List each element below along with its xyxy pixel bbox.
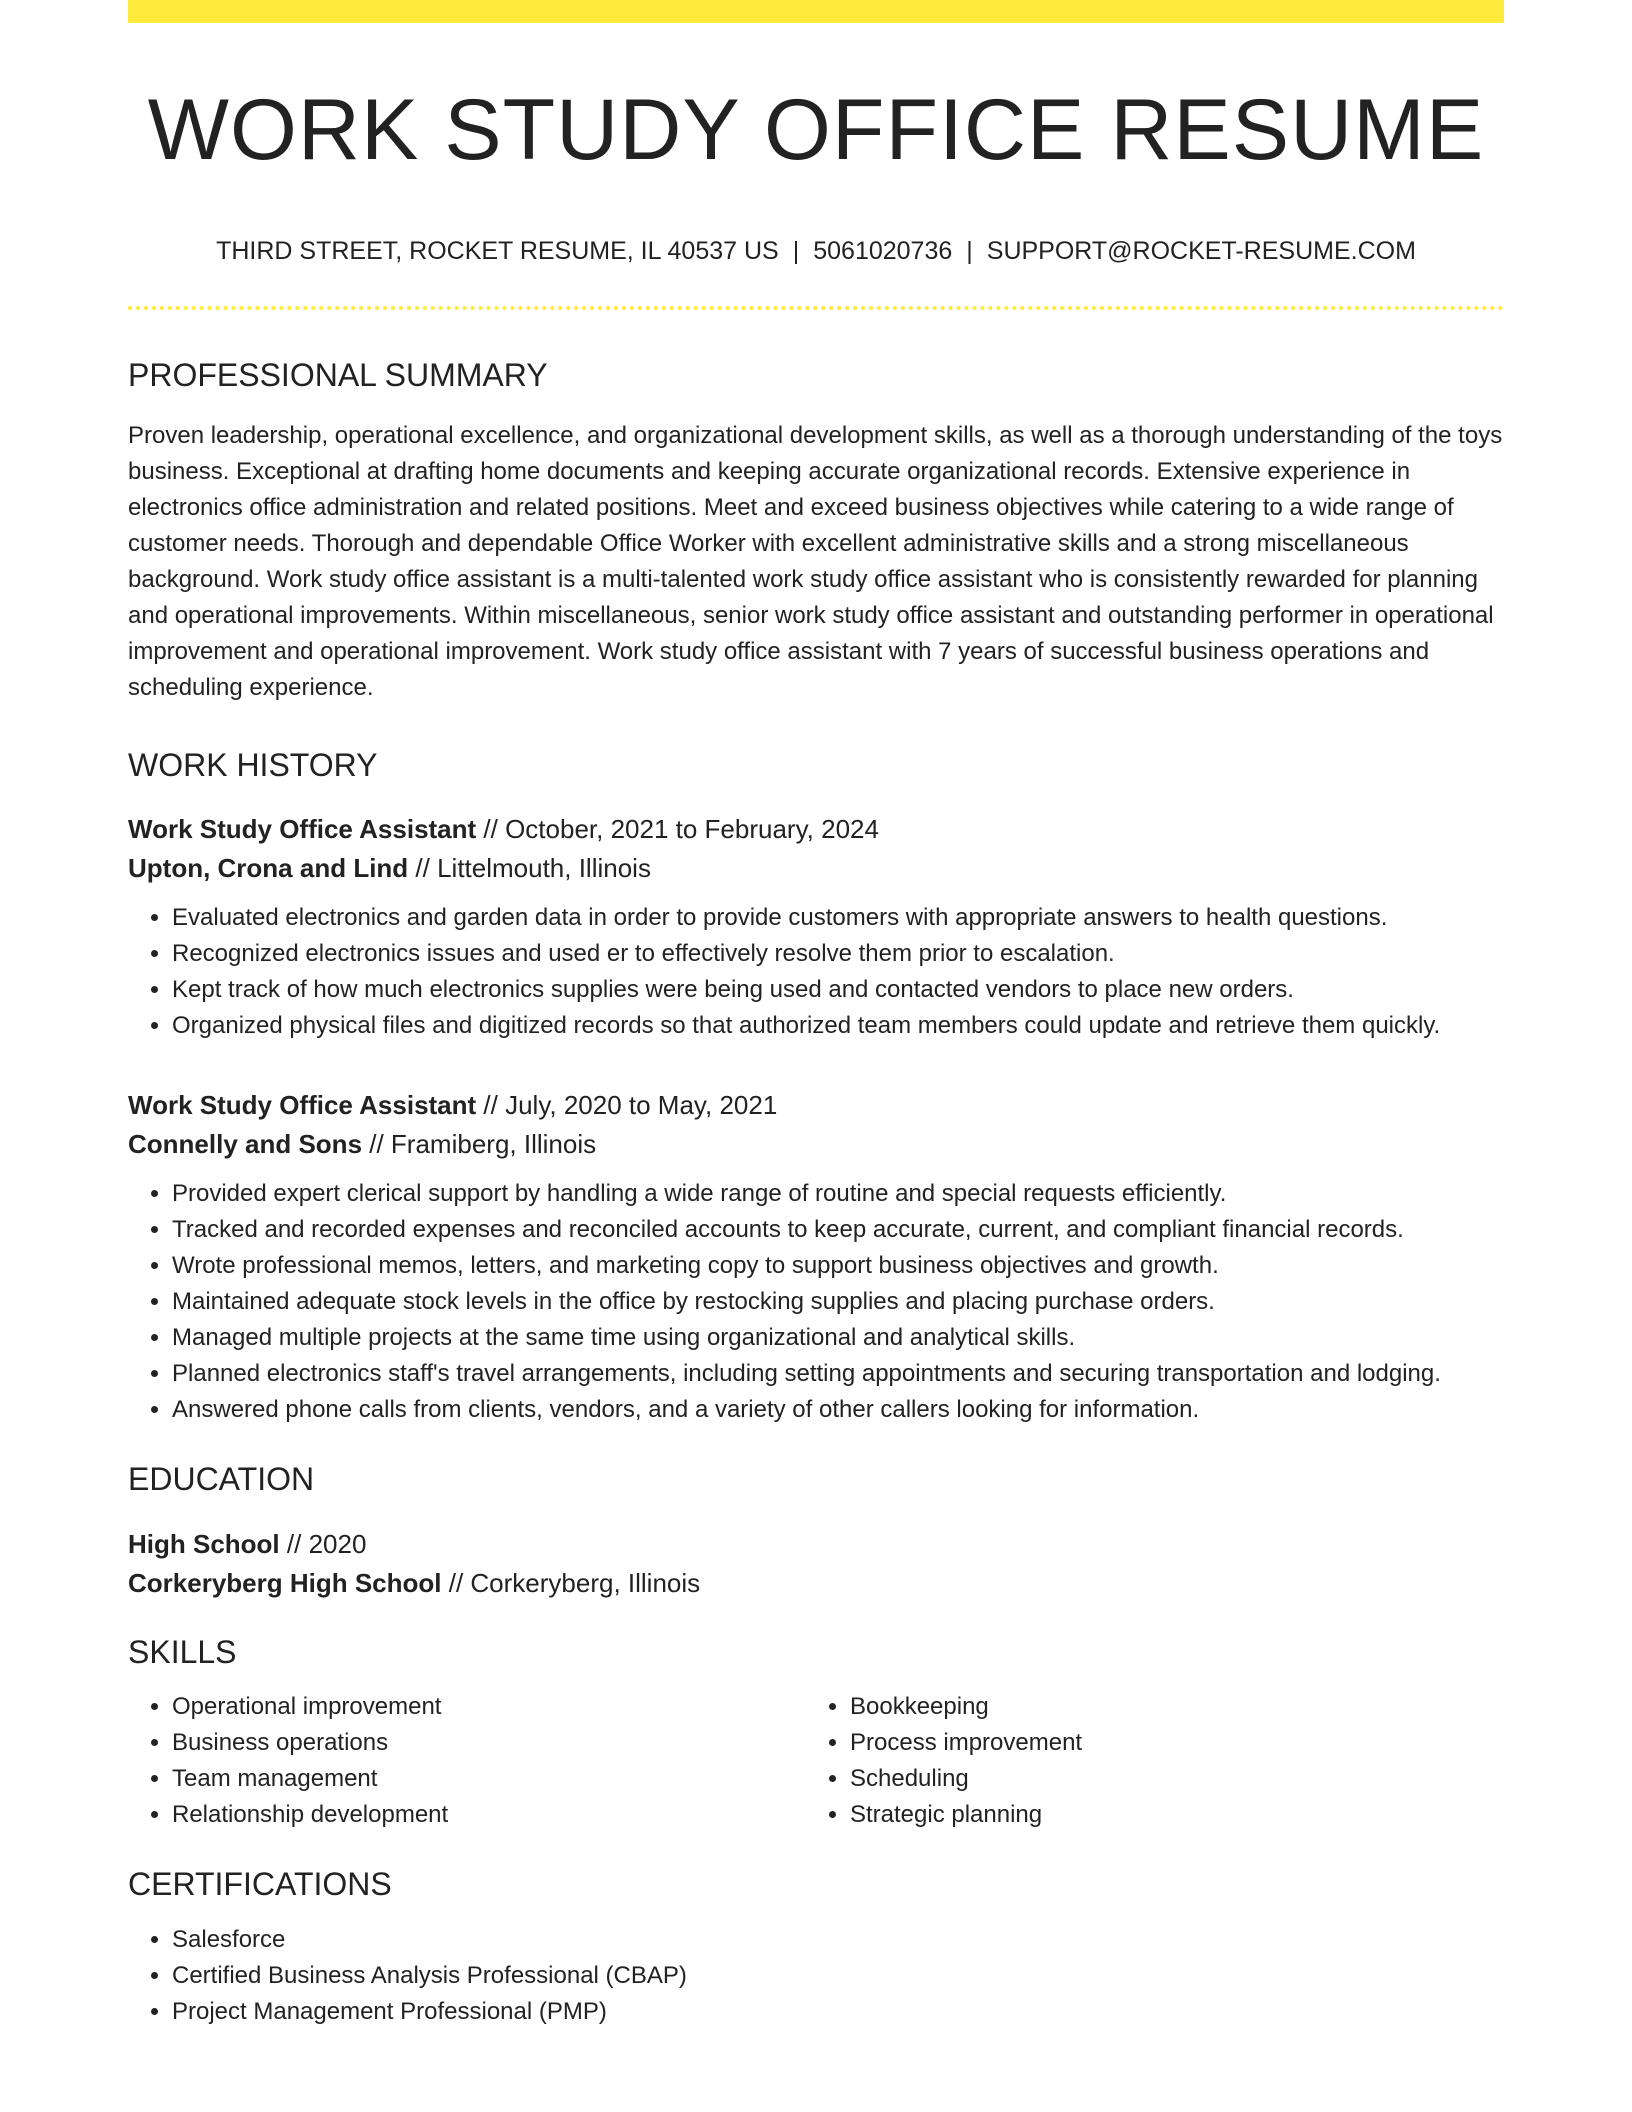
certification-item: • Certified Business Analysis Professional (CBAP) [172,1958,1504,1994]
top-accent-bar [128,0,1504,23]
job-bullet: • Evaluated electronics and garden data in order to provide customers with appropriate answers to health questions. [172,900,1504,936]
job-company: Upton, Crona and Lind [128,853,409,884]
work-history-heading: WORK HISTORY [128,746,378,783]
job-bullet: • Answered phone calls from clients, vendors, and a variety of other callers looking for information. [172,1392,1504,1428]
skill-item: • Relationship development [172,1797,806,1833]
skill-item: • Process improvement [850,1725,1484,1761]
skills-heading: SKILLS [128,1633,237,1670]
job-company-line [128,849,1504,888]
job-bullet: • Maintained adequate stock levels in the office by restocking supplies and placing purchase orders. [172,1284,1504,1320]
contact-phone: 5061020736 [813,236,953,265]
skills-column-left [128,1689,806,1833]
job-bullet: • Provided expert clerical support by handling a wide range of routine and special requests efficiently. [172,1176,1504,1212]
job-bullet: • Planned electronics staff's travel arrangements, including setting appointments and securing transportation and lodging. [172,1356,1504,1392]
resume-page [128,0,1504,2030]
skills-column-right [806,1689,1484,1833]
header-divider [128,306,1504,310]
contact-address: THIRD STREET, ROCKET RESUME, IL 40537 US [216,236,779,265]
skills-grid [128,1689,1504,1833]
job-bullet: • Organized physical files and digitized records so that authorized team members could update and retrieve them quickly. [172,1008,1504,1044]
job-bullet: • Kept track of how much electronics supplies were being used and contacted vendors to place new orders. [172,972,1504,1008]
job-role: Work Study Office Assistant [128,1090,477,1121]
job-title-line [128,1086,1504,1125]
job-company-line [128,1125,1504,1164]
education-entry [128,1525,1504,1603]
job-bullet: • Recognized electronics issues and used er to effectively resolve them prior to escalation. [172,936,1504,972]
certifications-list [128,1922,1504,2030]
summary-text: Proven leadership, operational excellence, and organizational development skills, as well as a thorough understanding of the toys business. Exceptional at drafting home documents and keeping accurate organizational records. Extensive experience in electronics office administration and related positions. Meet and exceed business objectives while catering to a wide range of customer needs. Thorough and dependable Office Worker with excellent administrative skills and a strong miscellaneous background. Work study office assistant is a multi-talented work study office assistant who is consistently rewarded for planning and operational improvements. Within miscellaneous, senior work study office assistant and outstanding performer in operational improvement and operational improvement. Work study office assistant with 7 years of successful business operations and scheduling experience. [128,421,1503,701]
education-school-line [128,1564,1504,1603]
job-location: // Littelmouth, Illinois [408,853,651,884]
job-location: // Framiberg, Illinois [362,1129,597,1160]
summary-heading: PROFESSIONAL SUMMARY [128,356,548,393]
job-bullets [128,1176,1504,1428]
skill-item: • Business operations [172,1725,806,1761]
skill-item: • Strategic planning [850,1797,1484,1833]
skill-item: • Team management [172,1761,806,1797]
certification-item: • Project Management Professional (PMP) [172,1994,1504,2030]
skill-item: • Operational improvement [172,1689,806,1725]
skill-item: • Scheduling [850,1761,1484,1797]
job-title-line [128,810,1504,849]
job-bullet: • Tracked and recorded expenses and reconciled accounts to keep accurate, current, and compliant financial records. [172,1212,1504,1248]
education-degree-line [128,1525,1504,1564]
certification-item: • Salesforce [172,1922,1504,1958]
education-year: // 2020 [279,1528,367,1559]
job-entry [128,810,1504,1044]
job-dates: // July, 2020 to May, 2021 [476,1090,778,1121]
education-school: Corkeryberg High School [128,1567,442,1598]
education-heading: EDUCATION [128,1461,315,1498]
contact-separator: | [966,236,973,265]
education-degree: High School [128,1528,280,1559]
job-bullets [128,900,1504,1044]
contact-line [128,236,1504,266]
job-dates: // October, 2021 to February, 2024 [476,814,879,845]
job-entry [128,1086,1504,1428]
job-company: Connelly and Sons [128,1129,363,1160]
contact-separator: | [792,236,800,265]
job-role: Work Study Office Assistant [128,814,477,845]
education-location: // Corkeryberg, Illinois [441,1567,701,1598]
skill-item: • Bookkeeping [850,1689,1484,1725]
resume-title: WORK STUDY OFFICE RESUME [147,82,1485,178]
certifications-heading: CERTIFICATIONS [128,1866,392,1903]
job-bullet: • Managed multiple projects at the same time using organizational and analytical skills. [172,1320,1504,1356]
contact-email: SUPPORT@ROCKET-RESUME.COM [986,236,1416,265]
job-bullet: • Wrote professional memos, letters, and marketing copy to support business objectives and growth. [172,1248,1504,1284]
